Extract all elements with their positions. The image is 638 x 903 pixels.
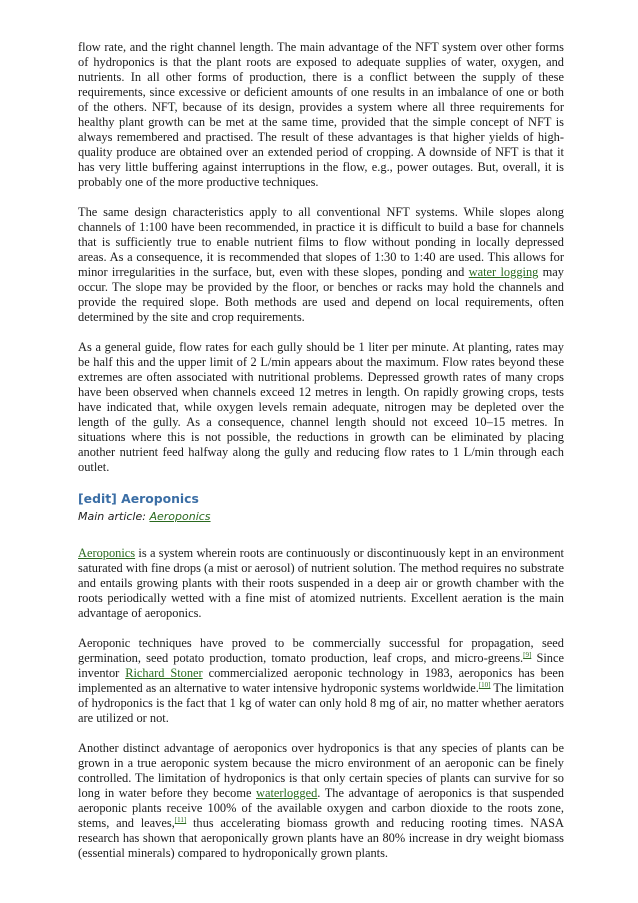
aeroponics-link[interactable]: Aeroponics [78, 546, 136, 560]
text-segment: The limitation of hydroponics is the fact that 1 kg of water can only hold 8 mg of air, no matter whether aerators are utilized or not. [78, 681, 565, 725]
citation-link[interactable]: [9] [523, 650, 532, 659]
paragraph-aeroponics-intro [78, 546, 564, 621]
text-segment: thus accelerating biomass growth and reducing rooting times. NASA research has shown that aeroponically grown plants have an 80% increase in dry weight biomass (essential minerals) compared to hydroponically grown plants. [78, 816, 564, 860]
waterlogged-link[interactable]: waterlogged [256, 786, 318, 800]
main-article-note [78, 509, 564, 524]
citation-link[interactable]: [11] [174, 815, 187, 824]
paragraph-nft-advantages: flow rate, and the right channel length. The main advantage of the NFT system over other forms of hydroponics is that the plant roots are exposed to adequate supplies of water, oxygen, and nutrients. In all other forms of production, there is a conflict between the supply of these requirements, since excessive or deficient amounts of one results in an imbalance of one or both of the others. NFT, because of its design, provides a system where all three requirements for healthy plant growth can be met at the same time, provided that the simple concept of NFT is always remembered and practised. The result of these advantages is that higher yields of high-quality produce are obtained over an extended period of cropping. A downside of NFT is that it has very little buffering against interruptions in the flow, e.g., power outages. But, overall, it is probably one of the more productive techniques. [78, 40, 564, 189]
edit-link[interactable]: edit [83, 491, 112, 506]
text-segment: Since inventor [78, 651, 564, 680]
text-segment: Another distinct advantage of aeroponics over hydroponics is that any species of plants can be grown in a true aeroponic system because the micro environment of an aeroponic can be finely controlled. The limitation of hydroponics is that only certain species of plants can survive for so long in water before they become [78, 741, 564, 800]
main-article-link[interactable]: Aeroponics [149, 510, 211, 523]
text-segment: . The advantage of aeroponics is that suspended aeroponic plants receive 100% of the available oxygen and carbon dioxide to the roots zone, stems, and leaves, [78, 786, 564, 830]
main-article-prefix: Main article: [78, 510, 150, 523]
text-segment: Aeroponic techniques have proved to be commercially successful for propagation, seed germination, seed potato production, tomato production, leaf crops, and micro-greens. [78, 636, 564, 665]
paragraph-flow-rates: As a general guide, flow rates for each gully should be 1 liter per minute. At planting, rates may be half this and the upper limit of 2 L/min appears about the maximum. Flow rates beyond these extremes are often associated with nutritional problems. Depressed growth rates of many crops have been observed when channels exceed 12 metres in length. On rapidly growing crops, tests have indicated that, while oxygen levels remain adequate, nitrogen may be depleted over the length of the gully. As a consequence, channel length should not exceed 10–15 metres. In situations where this is not possible, the reductions in growth can be eliminated by placing another nutrient feed halfway along the gully and reducing flow rates to 1 L/min through each outlet. [78, 340, 564, 474]
document-page [78, 40, 564, 876]
section-title: Aeroponics [116, 491, 199, 506]
water-logging-link[interactable]: water logging [468, 265, 539, 279]
section-heading-aeroponics [78, 490, 564, 507]
citation-link[interactable]: [10] [478, 680, 491, 689]
edit-bracket-close: ] [111, 491, 117, 506]
paragraph-aeroponic-advantage [78, 741, 564, 861]
text-segment: is a system wherein roots are continuously or discontinuously kept in an environment saturated with fine drops (a mist or aerosol) of nutrient solution. The method requires no substrate and entails growing plants with their roots suspended in a deep air or growth chamber with the roots periodically wetted with a fine mist of atomized nutrients. Excellent aeration is the main advantage of aeroponics. [78, 546, 564, 620]
citation-11 [175, 816, 186, 824]
richard-stoner-link[interactable]: Richard Stoner [125, 666, 203, 680]
text-segment: may occur. The slope may be provided by the floor, or benches or racks may hold the channels and provide the required slope. Both methods are used and depend on local requirements, often determined by the site and crop requirements. [78, 265, 564, 324]
citation-10 [479, 681, 491, 689]
text-segment: The same design characteristics apply to all conventional NFT systems. While slopes along channels of 1:100 have been recommended, in practice it is difficult to build a base for channels that is sufficiently true to enable nutrient films to flow without ponding in locally depressed areas. As a consequence, it is recommended that slopes of 1:30 to 1:40 are used. This allows for minor irregularities in the surface, but, even with these slopes, ponding and [78, 205, 564, 279]
text-segment: commercialized aeroponic technology in 1983, aeroponics has been implemented as an alternative to water intensive hydroponic systems worldwide. [78, 666, 565, 695]
paragraph-nft-design [78, 205, 564, 325]
paragraph-aeroponic-techniques [78, 636, 564, 726]
edit-bracket-open: [ [78, 491, 84, 506]
